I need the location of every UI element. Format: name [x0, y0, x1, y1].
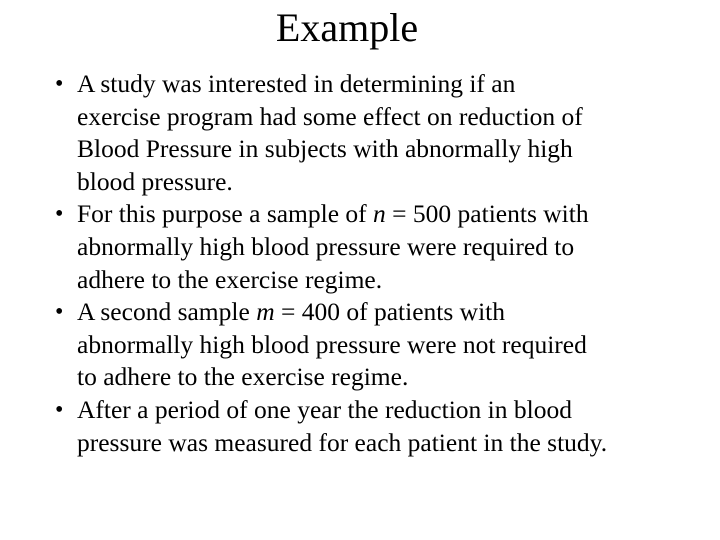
bullet-line: abnormally high blood pressure were required to	[77, 231, 575, 261]
bullet-item	[55, 394, 695, 459]
bullet-icon: •	[55, 71, 64, 97]
bullet-list	[55, 68, 695, 459]
bullet-item	[55, 296, 695, 394]
bullet-line: blood pressure.	[77, 166, 233, 196]
slide-title: Example	[275, 5, 419, 50]
bullet-line: A study was interested in determining if an	[77, 69, 516, 98]
bullet-line: abnormally high blood pressure were not required	[77, 329, 587, 359]
bullet-line: Blood Pressure in subjects with abnormally high	[77, 134, 573, 164]
bullet-item	[55, 198, 695, 296]
bullet-icon: •	[55, 201, 64, 228]
bullet-icon: •	[55, 396, 64, 423]
bullet-line: For this purpose a sample of n = 500 patients with	[77, 199, 589, 229]
bullet-line: exercise program had some effect on reduction of	[77, 101, 583, 131]
bullet-line: to adhere to the exercise regime.	[77, 362, 409, 392]
bullet-item	[55, 68, 695, 198]
bullet-icon: •	[55, 299, 64, 326]
bullet-line: adhere to the exercise regime.	[77, 264, 383, 294]
bullet-line: pressure was measured for each patient in the study.	[77, 427, 608, 457]
bullet-line: A second sample m = 400 of patients with	[77, 297, 506, 327]
bullet-line: After a period of one year the reduction in blood	[77, 394, 572, 424]
